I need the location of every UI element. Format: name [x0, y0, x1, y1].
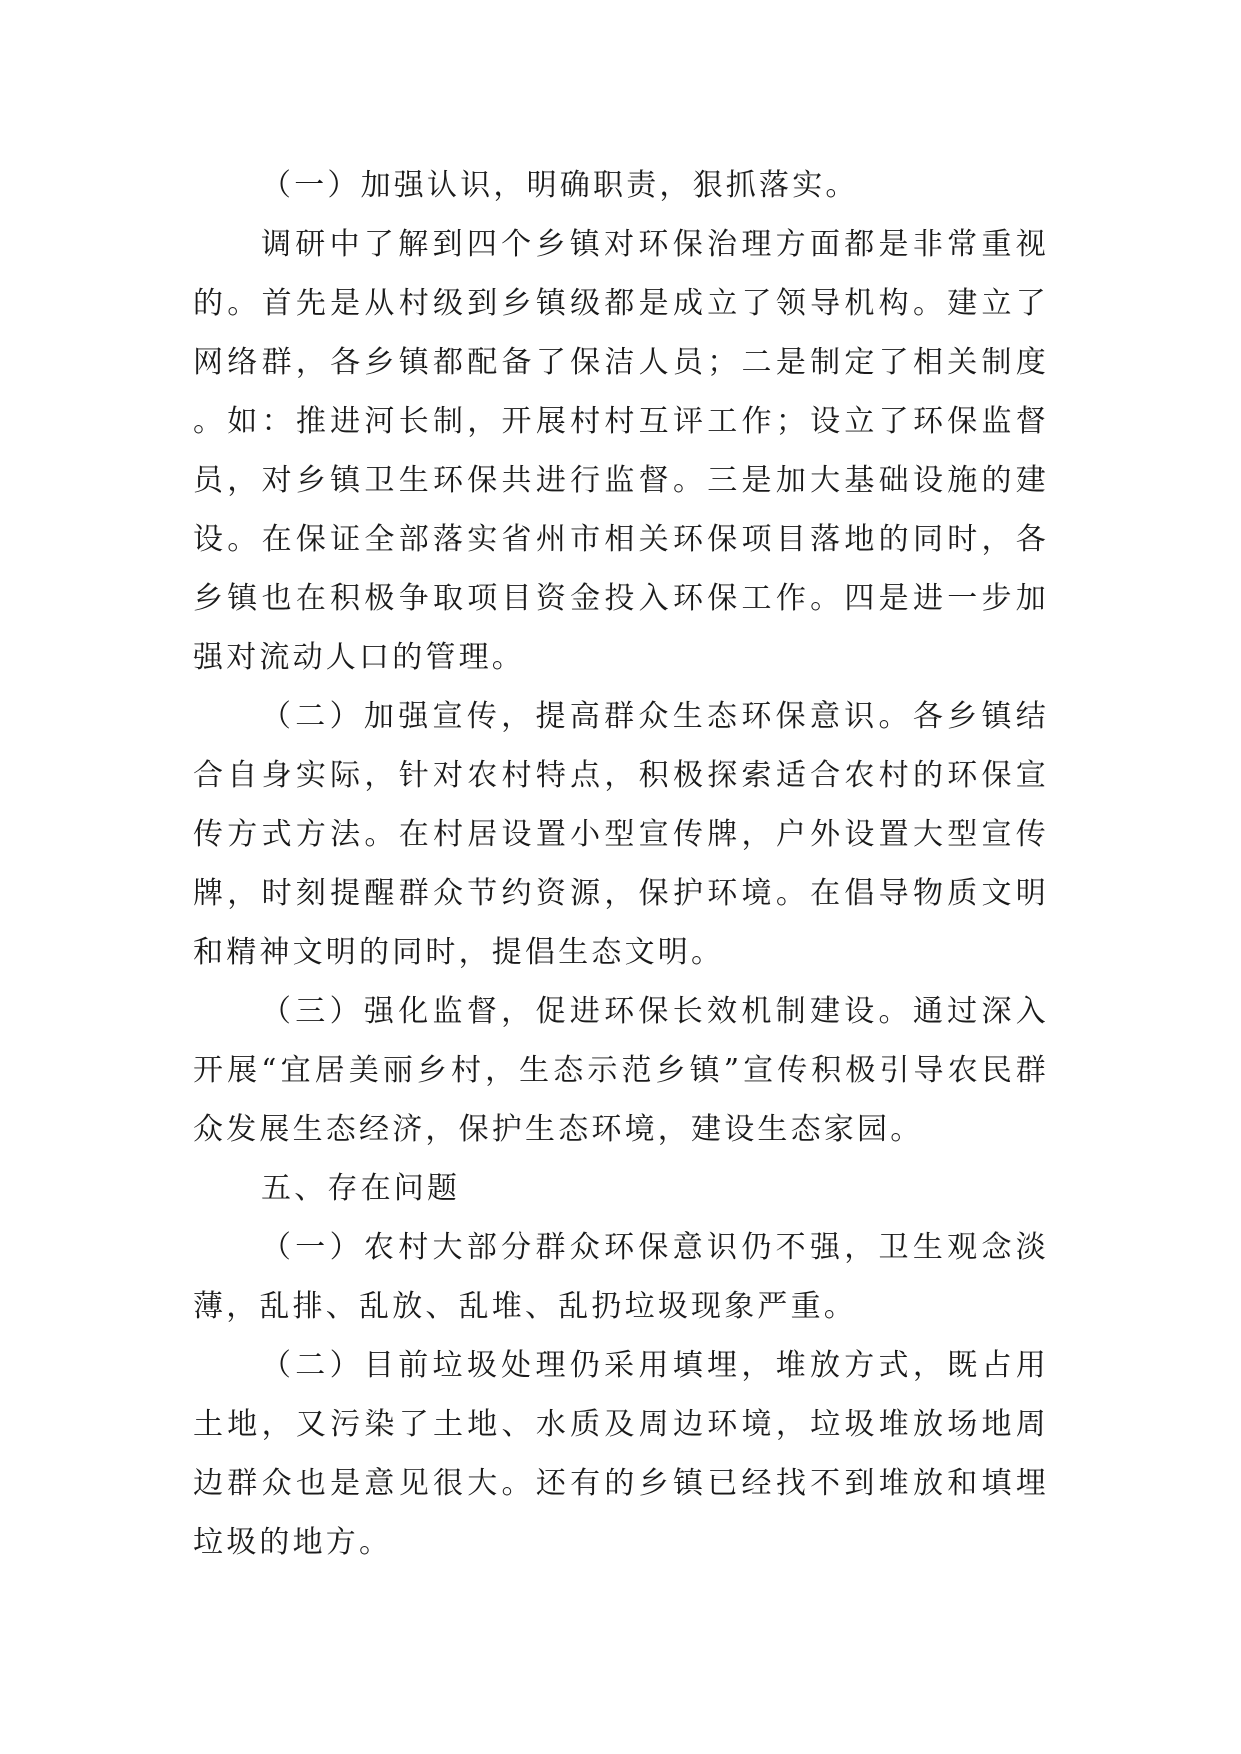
paragraph-section-3-supervision: （三）强化监督，促进环保长效机制建设。通过深入开展“宜居美丽乡村，生态示范乡镇”宣传积极引导农民群众发展生态经济，保护生态环境，建设生态家园。	[193, 994, 1049, 1147]
paragraph-problem-2: （二）目前垃圾处理仍采用填埋，堆放方式，既占用土地，又污染了土地、水质及周边环境，垃圾堆放场地周边群众也是意见很大。还有的乡镇已经找不到堆放和填埋垃圾的地方。	[193, 1348, 1049, 1560]
heading-existing-problems: 五、存在问题	[261, 1171, 461, 1206]
paragraph-section-2-publicity: （二）加强宣传，提高群众生态环保意识。各乡镇结合自身实际，针对农村特点，积极探索适合农村的环保宣传方式方法。在村居设置小型宣传牌，户外设置大型宣传牌，时刻提醒群众节约资源，保护环境。在倡导物质文明和精神文明的同时，提倡生态文明。	[193, 699, 1049, 970]
document-page	[193, 156, 1049, 1572]
paragraph-research-findings: 调研中了解到四个乡镇对环保治理方面都是非常重视的。首先是从村级到乡镇级都是成立了领导机构。建立了网络群，各乡镇都配备了保洁人员；二是制定了相关制度。如：推进河长制，开展村村互评工作；设立了环保监督员，对乡镇卫生环保共进行监督。三是加大基础设施的建设。在保证全部落实省州市相关环保项目落地的同时，各乡镇也在积极争取项目资金投入环保工作。四是进一步加强对流动人口的管理。	[193, 227, 1049, 675]
paragraph-section-1-heading: （一）加强认识，明确职责，狠抓落实。	[261, 168, 859, 203]
paragraph-problem-1: （一）农村大部分群众环保意识仍不强，卫生观念淡薄，乱排、乱放、乱堆、乱扔垃圾现象严重。	[193, 1230, 1049, 1324]
